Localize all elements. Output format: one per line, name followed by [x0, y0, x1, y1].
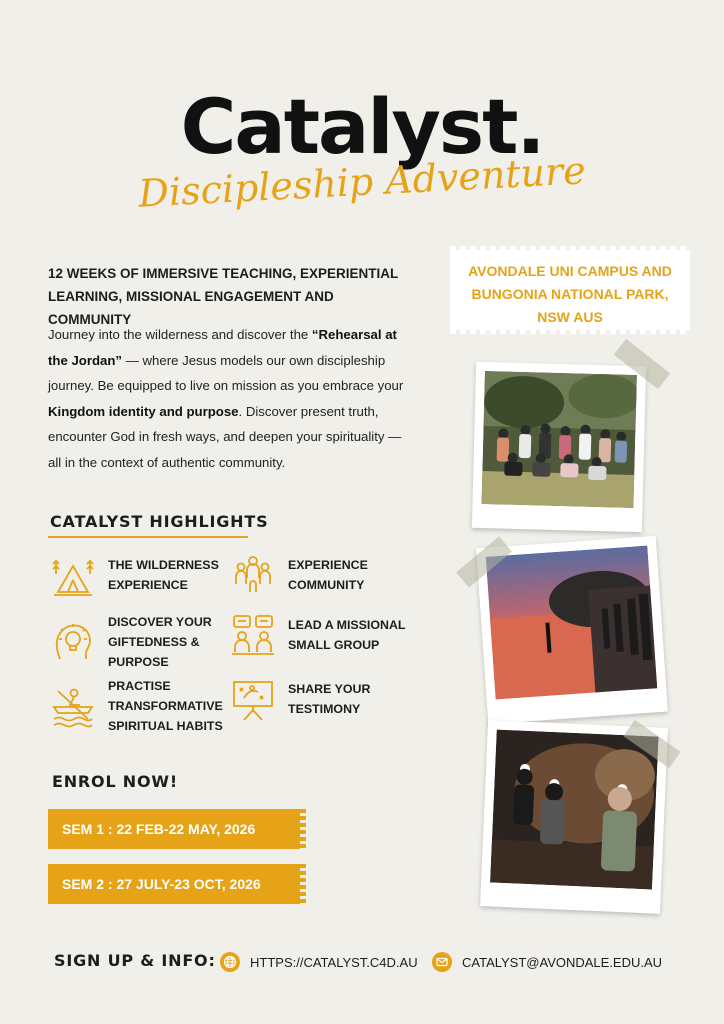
cave-photo	[480, 720, 668, 914]
signup-label: SIGN UP & INFO:	[54, 951, 216, 970]
website-contact[interactable]	[220, 952, 418, 972]
poster-title: Catalyst.	[180, 82, 544, 171]
email-contact[interactable]	[432, 952, 662, 972]
sem2-banner: SEM 2 : 27 JULY-23 OCT, 2026	[48, 864, 300, 904]
tent-icon	[50, 552, 96, 598]
poster-subtitle: Discipleship Adventure	[137, 148, 587, 216]
lake-photo-image	[486, 546, 658, 700]
community-icon	[230, 552, 276, 598]
highlight-small-group	[230, 612, 410, 658]
presentation-board-icon	[230, 676, 276, 722]
website-link[interactable]: HTTPS://CATALYST.C4D.AU	[250, 954, 418, 970]
highlight-giftedness	[50, 612, 230, 672]
intro-paragraph: Journey into the wilderness and discover the “Rehearsal at the Jordan” — where Jesus models our own discipleship journey. Be equipped to live on mission as you embrace your Kingdom identity and purpose. Discover present truth, encounter God in fresh ways, and deepen your spirituality — all in the context of authentic community.	[48, 327, 404, 470]
sem1-banner: SEM 1 : 22 FEB-22 MAY, 2026	[48, 809, 300, 849]
mail-icon	[432, 952, 452, 972]
group-photo-image	[481, 371, 636, 508]
lake-photo	[476, 536, 668, 724]
highlight-wilderness	[50, 552, 230, 598]
intro-lede: 12 WEEKS OF IMMERSIVE TEACHING, EXPERIENTIAL LEARNING, MISSIONAL ENGAGEMENT AND COMMUNITY	[48, 266, 399, 327]
discussion-group-icon	[230, 612, 276, 658]
highlight-label: PRACTISE TRANSFORMATIVE SPIRITUAL HABITS	[108, 679, 223, 733]
highlight-label: EXPERIENCE COMMUNITY	[288, 558, 368, 592]
highlights-underline	[48, 536, 248, 538]
highlight-spiritual-habits	[50, 676, 230, 736]
group-photo	[472, 362, 646, 532]
location-banner: AVONDALE UNI CAMPUS AND BUNGONIA NATIONAL PARK, NSW AUS	[450, 250, 690, 330]
lightbulb-head-icon	[50, 619, 96, 665]
highlight-label: THE WILDERNESS EXPERIENCE	[108, 558, 219, 592]
highlight-label: DISCOVER YOUR GIFTEDNESS & PURPOSE	[108, 615, 212, 669]
highlights-title: CATALYST HIGHLIGHTS	[50, 512, 269, 531]
rowing-icon	[50, 683, 96, 729]
email-link[interactable]: CATALYST@AVONDALE.EDU.AU	[462, 954, 663, 970]
highlight-community	[230, 552, 410, 598]
enrol-title: ENROL NOW!	[52, 772, 178, 791]
highlight-label: SHARE YOUR TESTIMONY	[288, 682, 371, 716]
cave-photo-image	[490, 730, 659, 890]
globe-icon	[220, 952, 240, 972]
highlight-label: LEAD A MISSIONAL SMALL GROUP	[288, 618, 406, 652]
highlight-testimony	[230, 676, 410, 722]
